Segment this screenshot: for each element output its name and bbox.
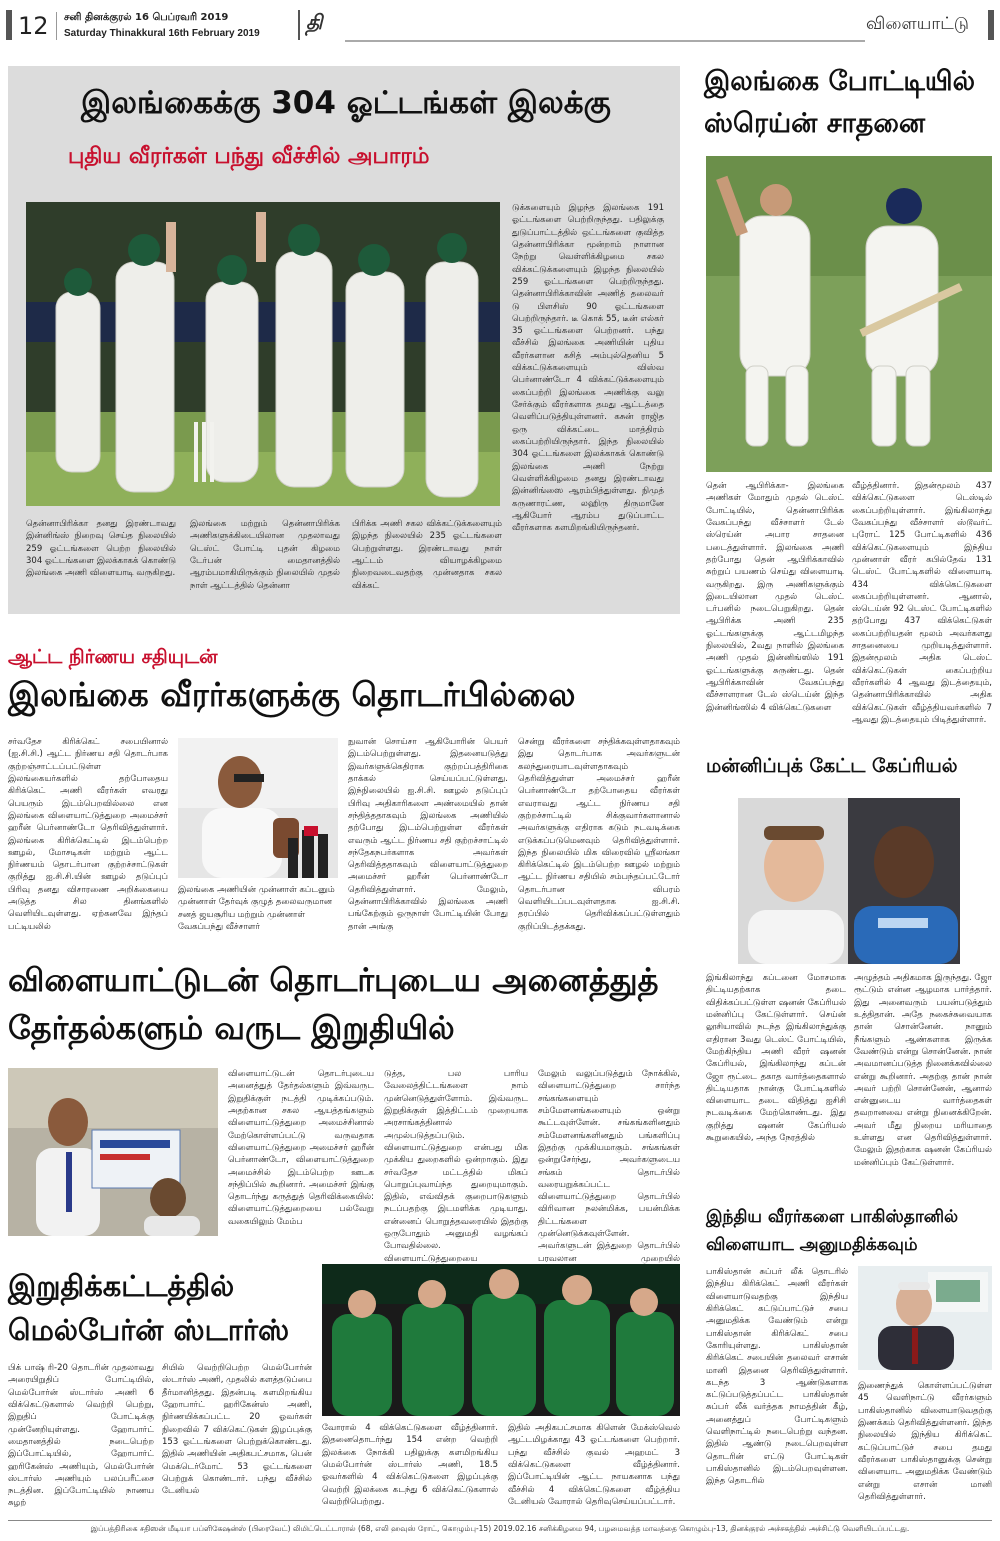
story5-photo bbox=[8, 1068, 218, 1236]
story5-body-col2: டுத்த, பல பாரிய வேலைத்திட்டங்களை நாம் முன்னெடுத்துள்ளோம். இவ்வருட இறுதிக்குள் இத்திட்டம் முறையாக அரசாங்கத்தினால் அமுல்படுத்தப்படும். விளையாட்டுத்துறை என்பது மிக முக்கிய துறைகளில் ஒன்றாகும். இது சர்வதேச மட்டத்தில் மிகப் பொறுப்புவாய்ந்த துறையுமாகும். இதில், எவ்விதக் குறைபாடுகளும் நடப்பதற்கு இடமளிக்க முடியாது. என்னைப் பொறுத்தவரையில் இதற்கு ஒருபோதும் அனுமதி வழங்கப் போவதில்லை. விளையாட்டுத்துறையை bbox=[384, 1069, 528, 1264]
story1-body-col2: இலங்கை மற்றும் தென்னாபிரிக்க அணிகளுக்கிடையிலான முதலாவது டெஸ்ட் போட்டி புதன் கிழமை டேர்பன் மைதானத்தில் ஆரம்பமாகியிருக்கும் நிலையில் முதல் நாள் ஆட்டத்தில் தென்னா bbox=[190, 519, 340, 591]
story6-body-left: பாகிஸ்தான் சுப்பர் லீக் தொடரில் இந்திய கிரிக்கெட் அணி வீரர்கள் விளையாடுவதற்கு இந்திய கிரிக்கெட் கட்டுப்பாட்டுச் சபை அனுமதிக்க வேண்டும் என்று பாகிஸ்தான் கிரிக்கெட் சபை கோரியுள்ளது. பாகிஸ்தான் கிரிக்கெட் சபையின் தலைவர் எசான் மானி இதனை தெரிவித்துள்ளார். கடந்த 3 ஆண்டுகளாக கட்டுப்படுத்தப்பட்ட பாகிஸ்தான் சுப்பர் லீக் வர்த்தக நாமத்தின் கீழ், அனைத்துப் போட்டிகளும் வெளிநாட்டில் நடைபெற்று வந்தன. இதில் ஆண்டு நடைபெறவுள்ள தொடரின் எட்டு போட்டிகள் பாகிஸ்தானில் இடம்பெறவுள்ளன. இந்த தொடரில் bbox=[706, 1267, 848, 1487]
story7-headline-line2: மெல்பேர்ன் ஸ்டார்ஸ் bbox=[8, 1313, 290, 1347]
story2-body-col1: தென் ஆபிரிக்கா- இலங்கை அணிகள் மோதும் முதல் டெஸ்ட் போட்டியில், தென்னாபிரிக்க வேகப்பந்து வீச்சாளர் டேல் ஸ்ரெய்ன் அபார சாதனை படைத்துள்ளார். இலங்கை அணி தற்போது தென் ஆபிரிக்காவில் சுற்றுப் பயணம் செய்து விளையாடி வருகிறது. இரு அணிகளுக்கும் இடையிலான முதல் டெஸ்ட் டர்பனில் நடைபெறுகிறது. தென் ஆபிரிக்க அணி 235 ஓட்டங்களுக்கு ஆட்டமிழந்த நிலையில், 2வது நாளில் இலங்கை அணி முதல் இன்னிங்ஸில் 191 ஓட்டங்களுக்கு சுருண்டது. தென் ஆபிரிக்காவின் வேகப்பந்து வீச்சாளரான டேல் ஸ்டெய்ன் இந்த இன்னிங்ஸில் 4 விக்கெட்டுகளை bbox=[706, 481, 844, 713]
story5-body-col3: மேலும் வலுப்படுத்தும் நோக்கில், விளையாட்டுத்துறை சார்ந்த சங்கங்களையும் சம்மேளனங்களையும் ஒன்று கூட்டவுள்ளேன். சங்கங்களினதும் சம்மேளனங்களினதும் பங்களிப்பு இதற்கு முக்கியமாகும். சங்கங்கள் ஒன்றுசேர்ந்து, அவர்களுடைய சங்கம் தொடர்பில் வரையறுக்கப்பட்ட விளையாட்டுத்துறை தொடர்பில் விரிவான நலன்மிக்க, பயன்மிக்க திட்டங்களை முன்னெடுக்கவுள்ளேன். அவர்களுடன் இத்துறை தொடர்பில் பரவலான முறையில் bbox=[538, 1069, 680, 1264]
root-gabriel-image bbox=[738, 798, 960, 964]
story1-body-col1: தென்னாபிரிக்கா தனது இரண்டாவது இன்னிங்ஸ் நிறைவு செய்த நிலையில் 259 ஓட்டங்களை பெற்ற நிலையில் 304 ஓட்டங்களை இலக்காகக் கொண்டு இலங்கை அணி விளையாடி வருகிறது. bbox=[26, 519, 176, 579]
footer-rule bbox=[8, 1520, 992, 1521]
header-date-tamil: சனி தினக்குரல் 16 பெப்ரவரி 2019 bbox=[64, 12, 229, 23]
story5-body-col1: விளையாட்டுடன் தொடர்புடைய அனைத்துத் தேர்தல்களும் இவ்வருட இறுதிக்குள் நடத்தி முடிக்கப்படும். அதற்கான சகல ஆயத்தங்களும் விளையாட்டுத்துறை அமைச்சினால் மேற்கொள்ளப்பட்டு வருவதாக விளையாட்டுத்துறை அமைச்சர் ஹரீன் பெர்னாண்டோ, விளையாட்டுத்துறை அமைச்சில் இடம்பெற்ற ஊடக சந்திப்பில் கூறினார். அமைச்சர் இங்கு தொடர்ந்து கருத்துத் தெரிவிக்கையில்: விளையாட்டுத்துறையை பல்வேறு வகையிலும் மேம்ப bbox=[228, 1069, 374, 1227]
header-bar-left bbox=[6, 10, 12, 40]
header-bar-right bbox=[988, 10, 994, 40]
story7-body-col1: பிக் பாஷ் ரி-20 தொடரின் முதலாவது அரையிறுதிப் போட்டியில், மெல்போர்ன் ஸ்டார்ஸ் அணி 6 விக்கெட்டுகளால் வெற்றி பெற்று, இறுதிப் போட்டிக்கு முன்னேறியுள்ளது. ஹோபார்ட் மைதானத்தில் நடைபெற்ற இப்போட்டியில், ஹோபார்ட் ஹரிகேன்ஸ் அணியும், மெல்போர்ன் ஸ்டார்ஸ் அணியும் பலப்பரீட்சை நடத்தின. இப்போட்டியில் நாணய சுழற் bbox=[8, 1363, 154, 1509]
header-logo-glyph: தி bbox=[306, 10, 323, 34]
bowler-batsman-image bbox=[706, 156, 992, 472]
header-date-english: Saturday Thinakkural 16th February 2019 bbox=[64, 28, 260, 39]
header-separator bbox=[56, 12, 57, 40]
story-test-target bbox=[8, 66, 680, 614]
story3-photo bbox=[178, 738, 338, 878]
story4-body-col2: அழுத்தம் அதிகமாக இருந்தது. ஜோ ரூட்டும் என்ன ஆழமாக பார்த்தார். இது அனைவரும் பயன்படுத்தும் உத்திதான். அதே நகைச்சுவையாக தான் சொன்னேன். நானும் நீங்களும் ஆண்களாக இருக்க வேண்டும் என்று சொன்னேன். நான் அவமானப்படுத்த நினைக்கவில்லை என்று கூறினார். அதற்கு தான் நான் அவர் பற்றி சொன்னேன், ஆனால் என்னுடைய வார்த்தைகள் தவறானவை என்று நினைக்கிறேன். அவர் மீது நிறைய மரியாதை உள்ளது என தெரிவித்துள்ளார். மேலும் இதற்காக ஷனன் கேப்ரியல் மன்னிப்பும் கேட்டுள்ளார். bbox=[854, 973, 992, 1168]
story3-body-col1: சர்வதேச கிரிக்கெட் சபையினால் (ஐ.சி.சி.) ஆட்ட நிர்ணய சதி தொடர்பாக குற்றஞ்சாட்டப்பட்டுள்ள இலங்கையர்களில் தற்போதைய கிரிக்கெட் அணி வீரர்கள் எவரது பெயரும் இடம்பெறவில்லை என இலங்கை விளையாட்டுத்துறை அமைச்சர் ஹரீன் பெர்னாண்டோ தெரிவித்துள்ளார். இலங்கை கிரிக்கெட்டில் இடம்பெற்ற ஊழல், மோசடிகள் மற்றும் ஆட்ட நிர்ணயம் தொடர்பான குற்றச்சாட்டுகள் குறித்து ஐ.சி.சி.யின் ஊழல் தடுப்புப் பிரிவு தனது விசாரணை அறிக்கையை அடுத்த சில தினங்களில் வெளியிடவுள்ளது. ஏற்கனவே இந்தப் பட்டியலில் bbox=[8, 737, 168, 932]
story1-photo bbox=[26, 202, 500, 506]
story2-photo bbox=[706, 156, 992, 472]
story6-headline-line1: இந்திய வீரர்களை பாகிஸ்தானில் bbox=[706, 1207, 959, 1227]
story2-body-col2: வீழ்த்தினார். இதன்மூலம் 437 விக்கெட்டுகளை டெஸ்டில் கைப்பற்றியுள்ளார். இங்கிலாந்து வேகப்பந்து வீச்சாளர் ஸ்டூவர்ட் புரோட் 125 போட்டிகளில் 436 விக்கெட்டுகளையும் இந்திய முன்னாள் வீரர் கபில்தேவ் 131 டெஸ்ட் போட்டிகளில் விளையாடி 434 விக்கெட்டுகளை கைப்பற்றியுள்ளனர். ஆனால், ஸ்டெய்ன் 92 டெஸ்ட் போட்டிகளில் தற்போது 437 விக்கெட்டுகள் கைப்பற்றியதன் மூலம் அவர்களது சாதனையை முறியடித்துள்ளார். இதன்மூலம் அதிக டெஸ்ட் விக்கெட்டுகள் கைப்பற்றிய வீரர்களில் 4 ஆவது இடத்தையும், தென்னாபிரிக்காவில் அதிக விக்கெட்டுகள் வீழ்த்தியவர்களில் 7 ஆவது இடத்தையும் பிடித்துள்ளார். bbox=[852, 481, 992, 725]
story2-headline-line2: ஸ்ரெய்ன் சாதனை bbox=[704, 108, 926, 139]
story2-headline-line1: இலங்கை போட்டியில் bbox=[704, 66, 976, 97]
story5-headline-line2: தேர்தல்களும் வருட இறுதியில் bbox=[8, 1009, 455, 1047]
story3-body-col3: நுவான் சொய்சா ஆகியோரின் பெயர் இடம்பெற்றுள்ளது. இதனையடுத்து இவர்களுக்கெதிராக குற்றப்பத்திரிகை தாக்கல் செய்யப்பட்டுள்ளது. இந்நிலையில் ஐ.சி.சி. ஊழல் தடுப்புப் பிரிவு அதிகாரிகளை அண்மையில் தான் சந்தித்ததாகவும் இலங்கை அணியில் தற்போது இடம்பெற்றுள்ள வீரர்கள் எவரும் ஆட்ட நிர்ணய சதி குற்றச்சாட்டில் சந்தேகநபர்களாக அவர்கள் தெரிவித்ததாகவும் விளையாட்டுத்துறை அமைச்சர் ஹரீன் பெர்னாண்டோ தெரிவித்துள்ளார். மேலும், தென்னாபிரிக்காவில் இலங்கை அணி பங்கேற்கும் ஒருநாள் போட்டியின் போது தான் அங்கு bbox=[348, 737, 508, 932]
story7-body-col4: இதில் அதிகபட்சமாக கிளென் மேக்ஸ்வெல் ஆட்டமிழக்காது 43 ஓட்டங்களை பெற்றார். பந்து வீச்சில் குவல் அஹமட் 3 விக்கெட்டுகளை வீழ்த்தினார். இப்போட்டியின் ஆட்ட நாயகனாக பந்து வீச்சில் 4 விக்கெட்டுகளை வீழ்த்திய டேனியல் வோரால் தெரிவுசெய்யப்பட்டார். bbox=[508, 1423, 680, 1507]
story4-photo bbox=[738, 798, 960, 964]
story6-body-right: இணைந்துக் கொள்ளப்பட்டுள்ள 45 வெளிநாட்டு வீரர்களும் பாகிஸ்தானில் விளையாடுவதற்கு இணக்கம் தெரிவித்துள்ளனர். இந்த நிலையில் இந்திய கிரிக்கெட் கட்டுப்பாட்டுச் சபை தமது வீரர்களை பாகிஸ்தானுக்கு சென்று விளையாட அனுமதிக்க வேண்டும் என்று எசான் மானி தெரிவித்துள்ளார். bbox=[858, 1381, 992, 1502]
story5-headline-line1: விளையாட்டுடன் தொடர்புடைய அனைத்துத் bbox=[8, 961, 659, 999]
header-logo-box bbox=[298, 10, 338, 40]
story3-body-col4: சென்று வீரர்களை சந்திக்கவுள்ளதாகவும் இது தொடர்பாக அவர்களுடன் கலந்துரையாடவுள்ளதாகவும் தெரிவித்துள்ள அமைச்சர் ஹரீன் பெர்னாண்டோ தற்போதைய வீரர்கள் எவராவது ஆட்ட நிர்ணய சதி குற்றச்சாட்டில் சிக்குவார்களானால் அவர்களுக்கு எதிராக கடும் நடவடிக்கை எடுக்கப்படுமெனவும் தெரிவித்துள்ளார். இந்த நிலையில் மிக விரைவில் ஸ்ரீலங்கா கிரிக்கெட்டில் இடம்பெற்ற ஊழல் மற்றும் ஆட்ட நிர்ணய சதியில் சம்பந்தப்பட்டோர் தொடர்பான விபரம் வெளியிடப்படவுள்ளதாக ஐ.சி.சி. தரப்பில் தெரிவிக்கப்பட்டுள்ளதும் குறிப்பிடத்தக்கது. bbox=[518, 737, 680, 932]
page-number: 12 bbox=[18, 12, 49, 40]
story1-body-col3: பிரிக்க அணி சகல விக்கட்டுக்களையும் இழந்த நிலையில் 235 ஓட்டங்களை பெற்றுள்ளது. இரண்டாவது நாள் ஆட்டம் வியாழக்கிழமை நிறைவடைவதற்கு முன்னதாக சகல விக்கட் bbox=[352, 519, 502, 591]
story4-headline: மன்னிப்புக் கேட்ட கேப்ரியல் bbox=[706, 755, 958, 777]
story1-subheadline: புதிய வீரர்கள் பந்து வீச்சில் அபாரம் bbox=[68, 144, 430, 169]
story3-kicker: ஆட்ட நிர்ணய சதியுடன் bbox=[8, 646, 218, 668]
header-rule bbox=[345, 40, 865, 42]
minister-press-conference-image bbox=[178, 738, 338, 878]
story1-headline: இலங்கைக்கு 304 ஓட்டங்கள் இலக்கு bbox=[81, 85, 611, 121]
cricketers-celebrating-image bbox=[26, 202, 500, 506]
story7-body-col2: சியில் வெற்றிபெற்ற மெல்போர்ன் ஸ்டார்ஸ் அணி, முதலில் களத்தடுப்பை தீர்மானித்தது. இதன்படி களமிறங்கிய ஹோபார்ட் ஹரிகேன்ஸ் அணி, நிர்ணயிக்கப்பட்ட 20 ஓவர்கள் நிறைவில் 7 விக்கெட்டுகள் இழப்புக்கு 153 ஓட்டங்களை பெற்றுக்கொண்டது. இதில் அணியின் அதிகபட்சமாக, பென் மெக்டெர்மோட் 53 ஓட்டங்களை பெற்றுக் கொண்டார். பந்து வீச்சில் டேனியல் bbox=[162, 1363, 312, 1497]
footer-imprint: இப்பத்திரிகை சதிஸன் மீடியா பப்ளிகேஷன்ஸ் (பிரைவேட்) லிமிட்டெட்டாரால் (68, எலி ஹவுஸ் ரோட், கொழும்பு-15) 2019.02.16 சனிக்கிழமை 94, பழமைவத்த மாவத்தை கொழும்பு-13, தினக்குரல் அச்சகத்தில் அச்சிட்டு வெளியிடப்பட்டது. bbox=[90, 1524, 910, 1533]
sports-minister-presentation-image bbox=[8, 1068, 218, 1236]
story6-headline-line2: விளையாட அனுமதிக்கவும் bbox=[706, 1235, 918, 1255]
page-header bbox=[0, 0, 1000, 50]
story3-headline: இலங்கை வீரர்களுக்கு தொடர்பில்லை bbox=[8, 675, 576, 714]
section-name: விளையாட்டு bbox=[866, 14, 969, 34]
story7-headline-line1: இறுதிக்கட்டத்தில் bbox=[8, 1269, 235, 1303]
story3-photo-caption: இலங்கை அணியின் முன்னாள் கப்டனும் முன்னாள் தேர்வுக் குழுத் தலைவருமான சனத் ஜயசூரிய மற்றும் முன்னாள் வேகப்பந்து வீச்சாளர் bbox=[178, 885, 335, 932]
story7-body-col3: வோரால் 4 விக்கெட்டுகளை வீழ்த்தினார். இதனைதொடர்ந்து 154 என்ற வெற்றி இலக்கை நோக்கி பதிலுக்கு களமிறங்கிய மெல்போர்ன் ஸ்டார்ஸ் அணி, 18.5 ஓவர்களில் 4 விக்கெட்டுகளை இழப்புக்கு வெற்றி இலக்கை கடந்து 6 விக்கெட்டுகளால் வெற்றிபெற்றது. bbox=[322, 1423, 498, 1507]
story4-body-col1: இங்கிலாந்து கப்டனை மோசமாக திட்டியதற்காக தடை விதிக்கப்பட்டுள்ள ஷனன் கேப்ரியல் மன்னிப்பு கேட்டுள்ளார். செய்ன் லூசியாவில் நடந்த இங்கிலாந்துக்கு எதிரான 3வது டெஸ்ட் போட்டியில், மேற்கிந்திய அணி வீரர் ஷனன் கேப்ரியல், இங்கிலாந்து கப்டன் ஜோ ரூட்டை தகாத வார்த்தைகளால் திட்டியதாக நான்கு போட்டிகளில் விளையாட தடை விதித்து ஐசிசி நடவடிக்கை மேற்கொண்டது. இது குறித்து ஷனன் கேப்ரியல் கூறுகையில், அந்த நேரத்தில் bbox=[706, 973, 846, 1144]
story7-photo bbox=[322, 1264, 680, 1416]
melbourne-stars-players-image bbox=[322, 1264, 680, 1416]
ehsan-mani-image bbox=[858, 1266, 992, 1370]
story1-body-right: டுக்களையும் இழந்த இலங்கை 191 ஓட்டங்களை பெற்றிருந்தது. பதிலுக்கு துடுப்பாட்டத்தில் ஒட்டங்களை குவித்த தென்னாபிரிக்கா மூன்றாம் நாளான நேற்று வெள்ளிக்கிழமை சகல விக்கட்டுக்களையும் இழந்த நிலையில் 259 ஓட்டங்களை பெற்றிருந்தது. தென்னாபிரிக்காவின் அணித் தலைவர் டு பிளசிஸ் 90 ஓட்டங்களை பெற்றிருந்தார். டீ கொக் 55, டீன் எல்கர் 35 ஓட்டங்களை பெற்றனர். பந்து வீச்சில் இலங்கை அணியின் புதிய வீரர்களான கசித் அம்புல்தெனிய 5 விக்கட்டுக்களையும் விஸ்வ பெர்னாண்டோ 4 விக்கட்டுக்களையும் கைப்பற்றி இலங்கை அணிக்கு வலு சேர்க்கும் வீரர்களாக தமது ஆட்டத்தை வெளிப்படுத்தியுள்ளனர். கசுன் ராஜித ஒரு விக்கட்டை மாத்திரம் கைப்பற்றியிருந்தார். இந்த நிலையில் 304 ஓட்டங்களை இலக்காகக் கொண்டு இலங்கை அணி நேற்று வெள்ளிக்கிழமை தனது இரண்டாவது இன்னிங்ஸை ஆரம்பித்துள்ளது. நிமுத் கருணாரட்ண, லஹிரு திருமானே ஆகியோர் ஆரம்ப துடுப்பாட்ட வீரர்களாக களமிறங்கியிருந்தனர். bbox=[512, 203, 664, 534]
story6-photo bbox=[858, 1266, 992, 1370]
